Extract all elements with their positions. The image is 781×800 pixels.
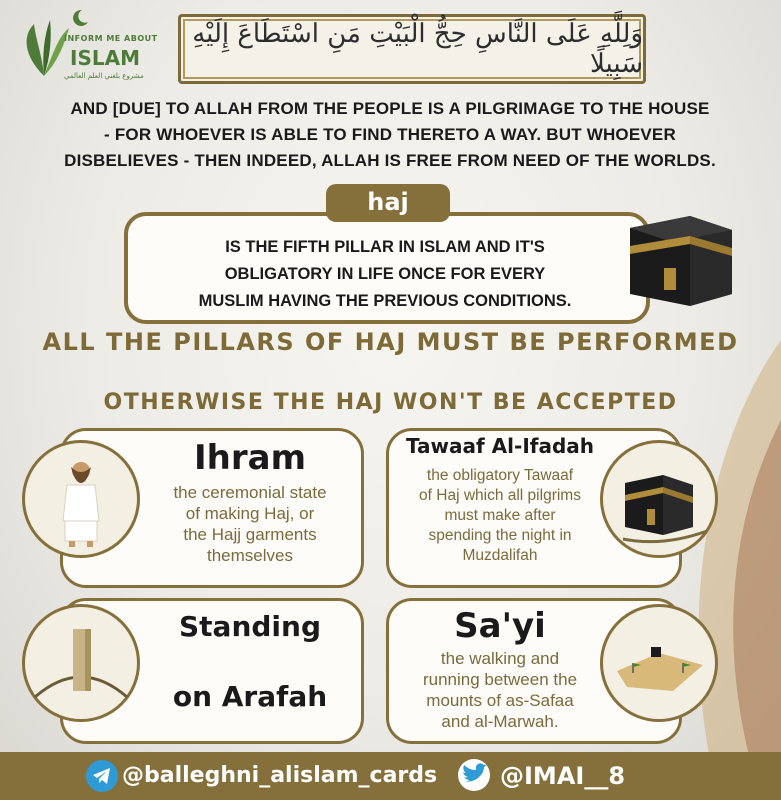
pillars-heading: ALL THE PILLARS OF HAJ MUST BE PERFORMED: [42, 328, 739, 356]
sayi-desc-line-4: and al-Marwah.: [441, 712, 559, 731]
tawaaf-desc-line-1: the obligatory Tawaaf: [426, 467, 574, 484]
haj-label: haj: [326, 184, 450, 222]
logo-main-text: ISLAM: [70, 46, 140, 70]
ihram-description: [140, 482, 360, 566]
mount-arafah-icon: [25, 607, 137, 719]
logo-top-text: INFORM ME ABOUT: [64, 34, 158, 43]
twitter-handle-link[interactable]: @IMAI__8: [500, 762, 626, 790]
tawaaf-desc-line-5: Muzdalifah: [462, 547, 538, 564]
ihram-image-circle: [22, 440, 140, 558]
quran-verse-calligraphy: [178, 14, 646, 84]
haj-line-3: MUSLIM HAVING THE PREVIOUS CONDITIONS.: [198, 292, 572, 310]
tawaaf-image-circle: [600, 440, 718, 558]
logo: [14, 6, 164, 96]
arafah-title-line-2: on Arafah: [172, 680, 328, 713]
haj-definition-text: [150, 234, 620, 315]
tawaaf-title: Tawaaf Al-Ifadah: [405, 434, 595, 458]
ihram-title: Ihram: [194, 438, 306, 478]
verse-line-1: AND [DUE] TO ALLAH FROM THE PEOPLE IS A PILGRIMAGE TO THE HOUSE: [70, 99, 710, 118]
ihram-desc-line-2: of making Haj, or: [185, 504, 315, 523]
tawaaf-desc-line-3: must make after: [444, 507, 556, 524]
arafah-title-line-1: Standing: [179, 610, 321, 643]
sayi-desc-line-2: running between the: [422, 670, 578, 689]
verse-line-3: DISBELIEVES - THEN INDEED, ALLAH IS FREE FROM NEED OF THE WORLDS.: [64, 151, 716, 170]
kaaba-icon: [620, 208, 740, 308]
verse-translation: [30, 96, 750, 174]
arafah-image-circle: [22, 604, 140, 722]
sayi-description: [386, 648, 614, 732]
sayi-desc-line-3: mounts of as-Safaa: [426, 691, 574, 710]
sayi-title: Sa'yi: [454, 606, 546, 646]
ihram-desc-line-1: the ceremonial state: [173, 483, 327, 502]
telegram-handle-link[interactable]: @balleghni_alislam_cards: [122, 763, 438, 788]
ihram-desc-line-4: themselves: [207, 546, 293, 565]
haj-line-2: OBLIGATORY IN LIFE ONCE FOR EVERY: [224, 265, 546, 283]
tawaaf-description: [386, 466, 614, 566]
tawaaf-desc-line-4: spending the night in: [428, 527, 572, 544]
calligraphy-text: وَلِلَّهِ عَلَى النَّاسِ حِجُّ الْبَيْتِ مَنِ اسْتَطَاعَ إِلَيْهِ سَبِيلًا: [192, 19, 643, 79]
safa-marwah-icon: [603, 607, 715, 719]
logo-sub-text: مشروع بلغني العلم العالمي: [64, 72, 144, 80]
tawaaf-desc-line-2: of Haj which all pilgrims: [419, 487, 581, 504]
crescent-icon: [70, 8, 90, 28]
verse-line-2: - FOR WHOEVER IS ABLE TO FIND THERETO A WAY. BUT WHOEVER: [104, 125, 676, 144]
pillars-subheading: OTHERWISE THE HAJ WON'T BE ACCEPTED: [103, 390, 678, 415]
sayi-desc-line-1: the walking and: [440, 649, 560, 668]
sayi-image-circle: [600, 604, 718, 722]
pilgrim-icon: [25, 443, 137, 555]
kaaba-tawaaf-icon: [603, 443, 715, 555]
ihram-desc-line-3: the Hajj garments: [183, 525, 317, 544]
haj-line-1: IS THE FIFTH PILLAR IN ISLAM AND IT'S: [225, 238, 545, 256]
telegram-icon[interactable]: [86, 760, 118, 792]
twitter-icon[interactable]: [452, 758, 496, 792]
